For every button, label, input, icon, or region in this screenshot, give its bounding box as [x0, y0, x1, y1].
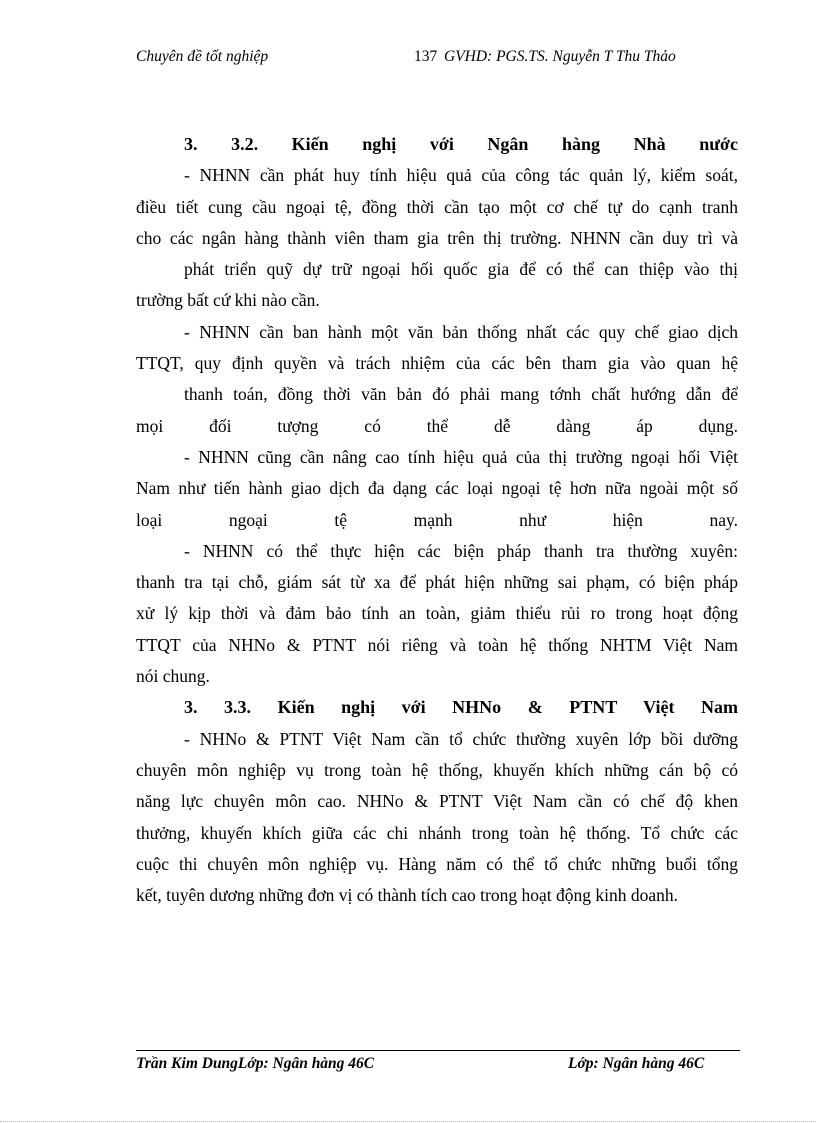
document-body [136, 129, 738, 911]
page-header [136, 48, 736, 72]
footer-class: Lớp: Ngân hàng 46C [568, 1055, 705, 1072]
paragraph-line: kết, tuyên dương những đơn vị có thành tích cao trong hoạt động kinh doanh. [136, 885, 678, 906]
paragraph-line: xử lý kịp thời và đảm bảo tính an toàn, giảm thiểu rủi ro trong hoạt động [136, 603, 738, 624]
page-number: 137 [414, 48, 438, 65]
section-heading-3-3: 3. 3.3. Kiến nghị với NHNo & PTNT Việt Nam [184, 697, 738, 718]
paragraph-line: thanh toán, đồng thời văn bản đó phải mang tớnh chất hướng dẫn để [184, 384, 738, 405]
paragraph-line: điều tiết cung cầu ngoại tệ, đồng thời cần tạo một cơ chế tự do cạnh tranh [136, 196, 738, 217]
paragraph-line: mọi đối tượng có thể dễ dàng áp dụng. [136, 415, 738, 436]
paragraph-line: năng lực chuyên môn cao. NHNo & PTNT Việt Nam cần có chế độ khen [136, 791, 738, 812]
paragraph-line: cuộc thi chuyên môn nghiệp vụ. Hàng năm có thể tổ chức những buổi tổng [136, 853, 738, 874]
section-heading-3-2: 3. 3.2. Kiến nghị với Ngân hàng Nhà nước [184, 134, 738, 154]
paragraph-line: thưởng, khuyến khích giữa các chi nhánh trong toàn hệ thống. Tổ chức các [136, 822, 738, 843]
paragraph-line: TTQT, quy định quyền và trách nhiệm của các bên tham gia vào quan hệ [136, 353, 738, 374]
paragraph-line: - NHNN cần phát huy tính hiệu quả của công tác quản lý, kiểm soát, [184, 165, 738, 186]
page-footer [136, 1055, 736, 1079]
paragraph-line: - NHNo & PTNT Việt Nam cần tổ chức thường xuyên lớp bồi dưỡng [184, 728, 738, 749]
footer-author: Trần Kim DungLớp: Ngân hàng 46C [136, 1055, 375, 1072]
paragraph-line: loại ngoại tệ mạnh như hiện nay. [136, 509, 738, 530]
page-bottom-edge [0, 1121, 816, 1122]
header-supervisor: GVHD: PGS.TS. Nguyễn T Thu Thảo [444, 48, 676, 65]
paragraph-line: Nam như tiến hành giao dịch đa dạng các loại ngoại tệ hơn nữa ngoài một số [136, 478, 738, 499]
header-document-type: Chuyên đề tốt nghiệp [136, 48, 269, 65]
paragraph-line: - NHNN cần ban hành một văn bản thống nhất các quy chế giao dịch [184, 321, 738, 342]
paragraph-line: - NHNN có thể thực hiện các biện pháp thanh tra thường xuyên: [184, 540, 738, 561]
paragraph-line: TTQT của NHNo & PTNT nói riêng và toàn hệ thống NHTM Việt Nam [136, 634, 738, 655]
paragraph-line: chuyên môn nghiệp vụ trong toàn hệ thống, khuyến khích những cán bộ có [136, 759, 738, 780]
paragraph-line: cho các ngân hàng thành viên tham gia trên thị trường. NHNN cần duy trì và [136, 227, 738, 248]
paragraph-line: trường bất cứ khi nào cần. [136, 290, 320, 311]
paragraph-line: - NHNN cũng cần nâng cao tính hiệu quả của thị trường ngoại hối Việt [184, 446, 738, 467]
paragraph-line: nói chung. [136, 666, 210, 687]
paragraph-line: phát triển quỹ dự trữ ngoại hối quốc gia để có thể can thiệp vào thị [184, 259, 738, 280]
footer-divider [136, 1050, 740, 1051]
paragraph-line: thanh tra tại chỗ, giám sát từ xa để phát hiện những sai phạm, có biện pháp [136, 572, 738, 593]
